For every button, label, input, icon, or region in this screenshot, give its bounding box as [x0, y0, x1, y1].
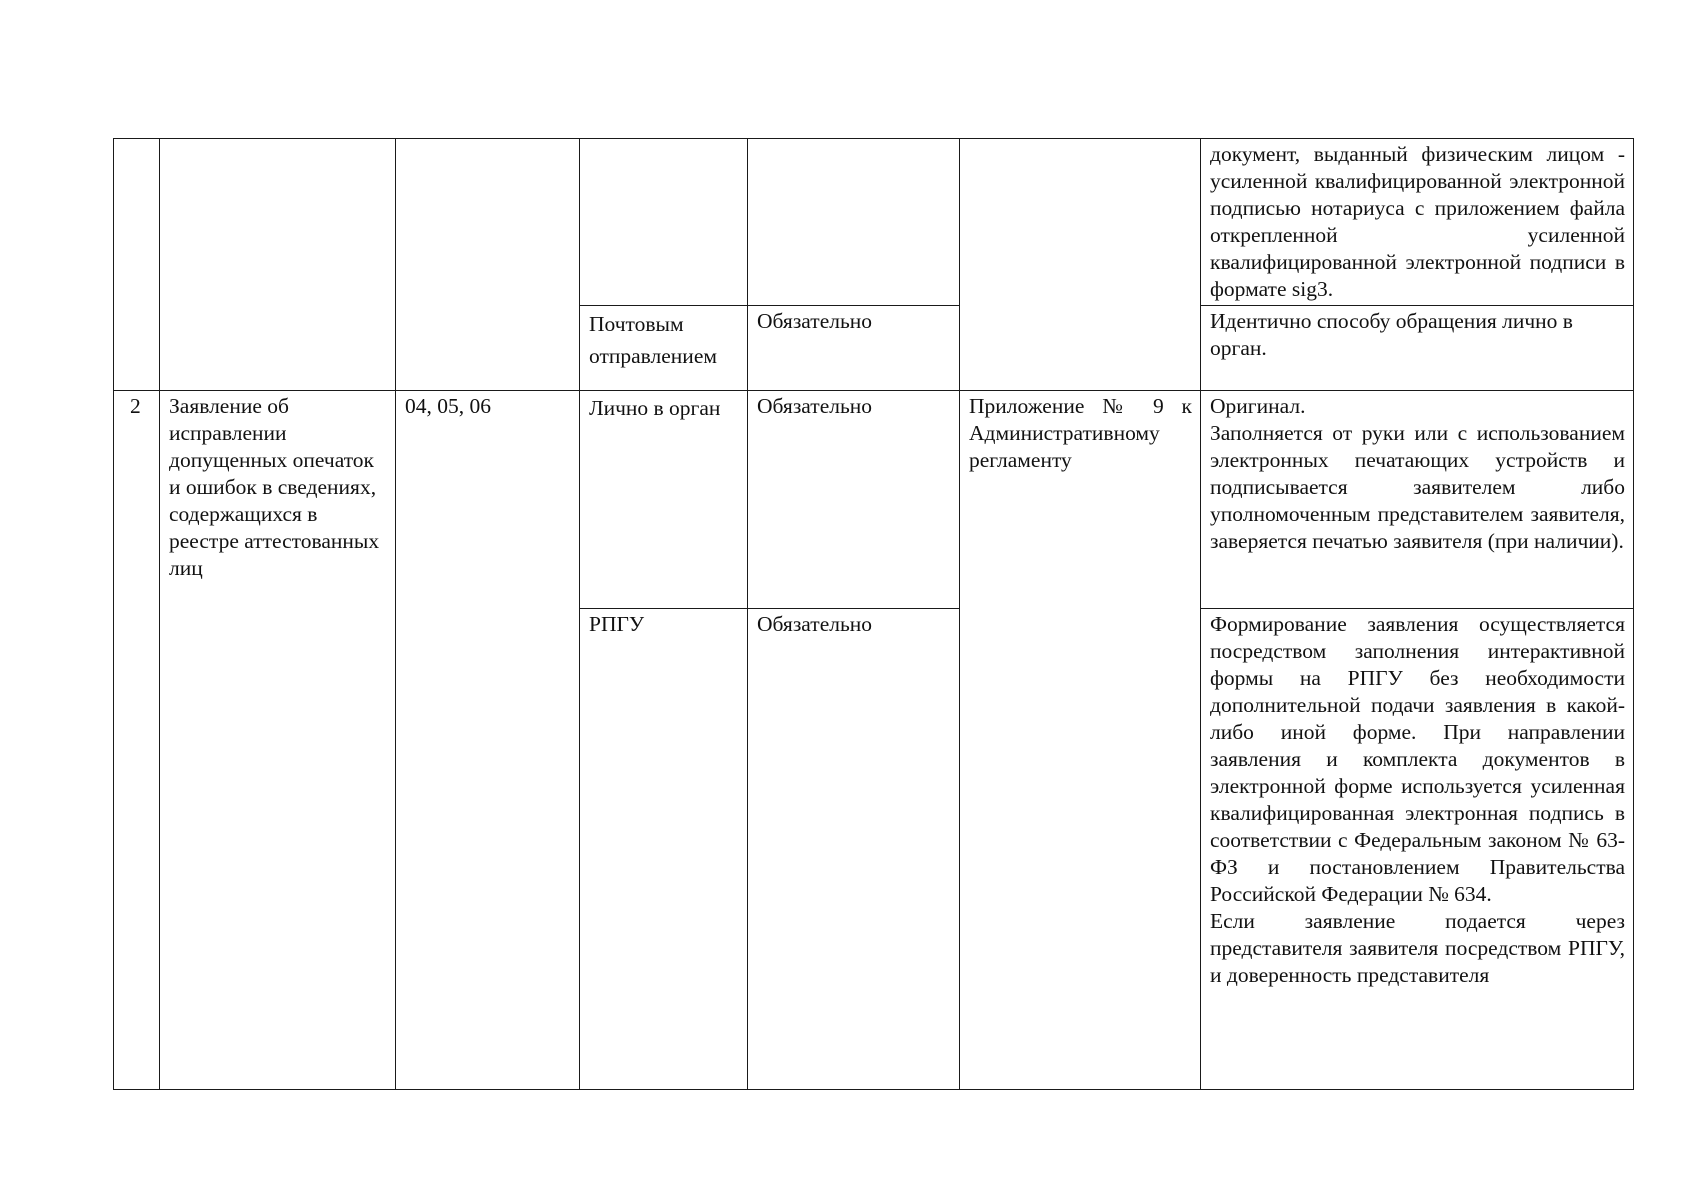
table-row — [114, 139, 1634, 306]
postal-note-cell: Идентично способу обращения лично в орган. — [1201, 306, 1634, 391]
documents-table — [113, 138, 1634, 1090]
rpgu-note-cell — [1201, 609, 1634, 1090]
method-cell — [580, 139, 748, 306]
digital-signature-note: документ, выданный физическим лицом - усиленной квалифицированной электронной подписью нотариуса с приложением файла открепленной усиленной квалифицированной электронной подписи в формате sig3. — [1201, 139, 1634, 306]
personal-required-cell: Обязательно — [748, 391, 960, 609]
postal-required-cell: Обязательно — [748, 306, 960, 391]
personal-note-cell — [1201, 391, 1634, 609]
rpgu-note-representative: Если заявление подается через представителя заявителя посредством РПГУ, и доверенность представителя — [1210, 909, 1625, 987]
row-number-cell: 2 — [114, 391, 160, 1090]
codes-cell — [396, 139, 580, 391]
rpgu-method-cell: РПГУ — [580, 609, 748, 1090]
personal-note-original: Оригинал. — [1210, 394, 1306, 418]
table-row — [114, 391, 1634, 609]
document-name-cell — [160, 139, 396, 391]
postal-method-cell: Почтовым отправлением — [580, 306, 748, 391]
rpgu-required-cell: Обязательно — [748, 609, 960, 1090]
codes-cell: 04, 05, 06 — [396, 391, 580, 1090]
document-name-cell: Заявление об исправлении допущенных опечаток и ошибок в сведениях, содержащихся в реестре аттестованных лиц — [160, 391, 396, 1090]
appendix-cell — [960, 139, 1201, 391]
rpgu-note-forming: Формирование заявления осуществляется посредством заполнения интерактивной формы на РПГУ без необходимости дополнительной подачи заявления в какой-либо иной форме. При направлении заявления и комплекта документов в электронной форме используется усиленная квалифицированная электронная подпись в соответствии с Федеральным законом № 63-ФЗ и постановлением Правительства Российской Федерации № 634. — [1210, 612, 1625, 906]
personal-method-cell: Лично в орган — [580, 391, 748, 609]
required-cell — [748, 139, 960, 306]
row-number-cell — [114, 139, 160, 391]
appendix-cell: Приложение № 9 к Административному регламенту — [960, 391, 1201, 1090]
personal-note-filling: Заполняется от руки или с использованием электронных печатающих устройств и подписывается заявителем либо уполномоченным представителем заявителя, заверяется печатью заявителя (при наличии). — [1210, 421, 1625, 553]
